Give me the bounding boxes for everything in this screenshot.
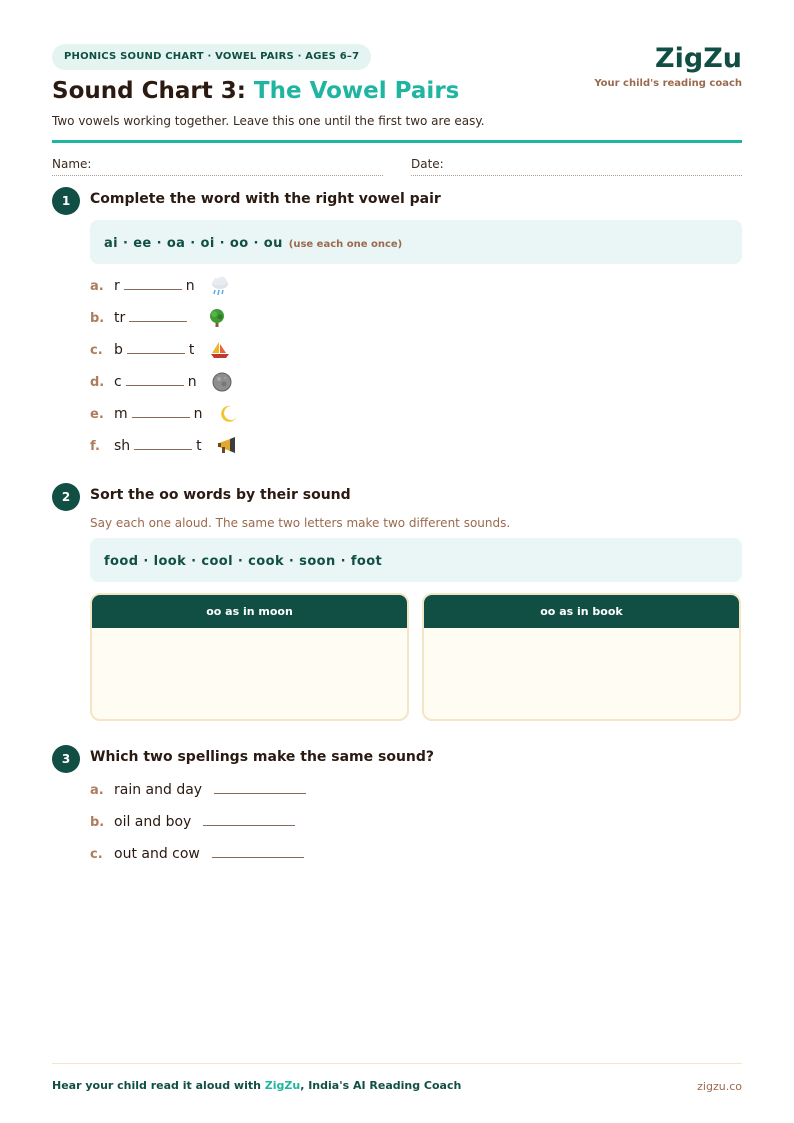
brand-tagline: Your child's reading coach	[594, 78, 742, 89]
q2-word-bank	[90, 538, 742, 582]
header-divider	[52, 140, 742, 143]
rain-cloud-icon	[209, 275, 231, 297]
footer-url[interactable]: zigzu.co	[697, 1080, 742, 1093]
item-text: out and cow	[114, 846, 200, 862]
q1-item-d	[90, 371, 233, 393]
footer-brand: ZigZu	[264, 1079, 301, 1092]
word-start: sh	[114, 438, 131, 454]
q1-bank-hint: (use each one once)	[288, 239, 403, 250]
q1-item-c	[90, 339, 231, 361]
q1-bank-words: ai · ee · oa · oi · oo · ou	[104, 236, 283, 251]
answer-blank[interactable]	[203, 812, 295, 826]
q3-item-c	[90, 843, 308, 865]
q3-item-a	[90, 779, 310, 801]
question-3-title: Which two spellings make the same sound?	[90, 749, 435, 765]
word-end: n	[187, 374, 197, 390]
date-label: Date:	[411, 157, 444, 171]
question-1-title: Complete the word with the right vowel pair	[90, 191, 441, 207]
item-letter: b.	[90, 815, 105, 830]
answer-blank[interactable]	[214, 780, 306, 794]
question-1-number: 1	[52, 187, 80, 215]
boat-icon	[209, 339, 231, 361]
sort-box-moon[interactable]	[90, 593, 409, 721]
category-badge: PHONICS SOUND CHART · VOWEL PAIRS · AGES 6–7	[52, 44, 371, 70]
word-start: tr	[114, 310, 126, 326]
answer-blank[interactable]	[212, 844, 304, 858]
brand-block	[594, 42, 742, 89]
item-letter: b.	[90, 311, 105, 326]
q1-item-e	[90, 403, 239, 425]
worksheet-page	[52, 0, 742, 1123]
q1-word-bank	[90, 220, 742, 264]
item-letter: c.	[90, 847, 103, 862]
title-accent: The Vowel Pairs	[253, 78, 460, 104]
page-title	[52, 78, 459, 104]
item-text: rain and day	[114, 782, 203, 798]
answer-blank[interactable]	[134, 436, 192, 450]
page-subtitle: Two vowels working together. Leave this one until the first two are easy.	[52, 114, 485, 128]
item-letter: a.	[90, 279, 104, 294]
word-end: t	[196, 438, 202, 454]
footer-prefix: Hear your child read it aloud with	[52, 1079, 265, 1092]
word-start: b	[114, 342, 123, 358]
question-2-number: 2	[52, 483, 80, 511]
answer-blank[interactable]	[124, 276, 182, 290]
tree-icon	[206, 307, 228, 329]
coin-icon	[211, 371, 233, 393]
item-letter: f.	[90, 439, 100, 454]
crescent-moon-icon	[217, 403, 239, 425]
word-start: c	[114, 374, 122, 390]
brand-logo: ZigZu	[655, 43, 742, 74]
date-field[interactable]	[411, 157, 742, 176]
name-label: Name:	[52, 157, 92, 171]
q1-item-a	[90, 275, 231, 297]
answer-blank[interactable]	[132, 404, 190, 418]
question-3-number: 3	[52, 745, 80, 773]
answer-blank[interactable]	[126, 372, 184, 386]
footer-divider	[52, 1063, 742, 1064]
item-letter: c.	[90, 343, 103, 358]
footer-promo	[52, 1079, 461, 1092]
item-letter: a.	[90, 783, 104, 798]
q1-item-b	[90, 307, 228, 329]
answer-blank[interactable]	[129, 308, 187, 322]
q1-item-f	[90, 435, 238, 457]
question-2-note: Say each one aloud. The same two letters make two different sounds.	[90, 516, 511, 530]
item-letter: e.	[90, 407, 104, 422]
item-letter: d.	[90, 375, 105, 390]
word-end: n	[193, 406, 203, 422]
sort-box-book[interactable]	[422, 593, 741, 721]
sort-box-book-heading: oo as in book	[424, 595, 739, 628]
sort-box-moon-heading: oo as in moon	[92, 595, 407, 628]
title-prefix: Sound Chart 3:	[52, 78, 254, 104]
q2-bank-words: food · look · cool · cook · soon · foot	[104, 554, 383, 569]
footer-suffix: , India's AI Reading Coach	[300, 1079, 462, 1092]
q3-item-b	[90, 811, 299, 833]
item-text: oil and boy	[114, 814, 192, 830]
word-end: n	[185, 278, 195, 294]
answer-blank[interactable]	[127, 340, 185, 354]
word-start: r	[114, 278, 120, 294]
question-2-title: Sort the oo words by their sound	[90, 487, 351, 503]
name-field[interactable]	[52, 157, 383, 176]
word-end: t	[188, 342, 195, 358]
megaphone-icon	[216, 435, 238, 457]
word-start: m	[114, 406, 128, 422]
